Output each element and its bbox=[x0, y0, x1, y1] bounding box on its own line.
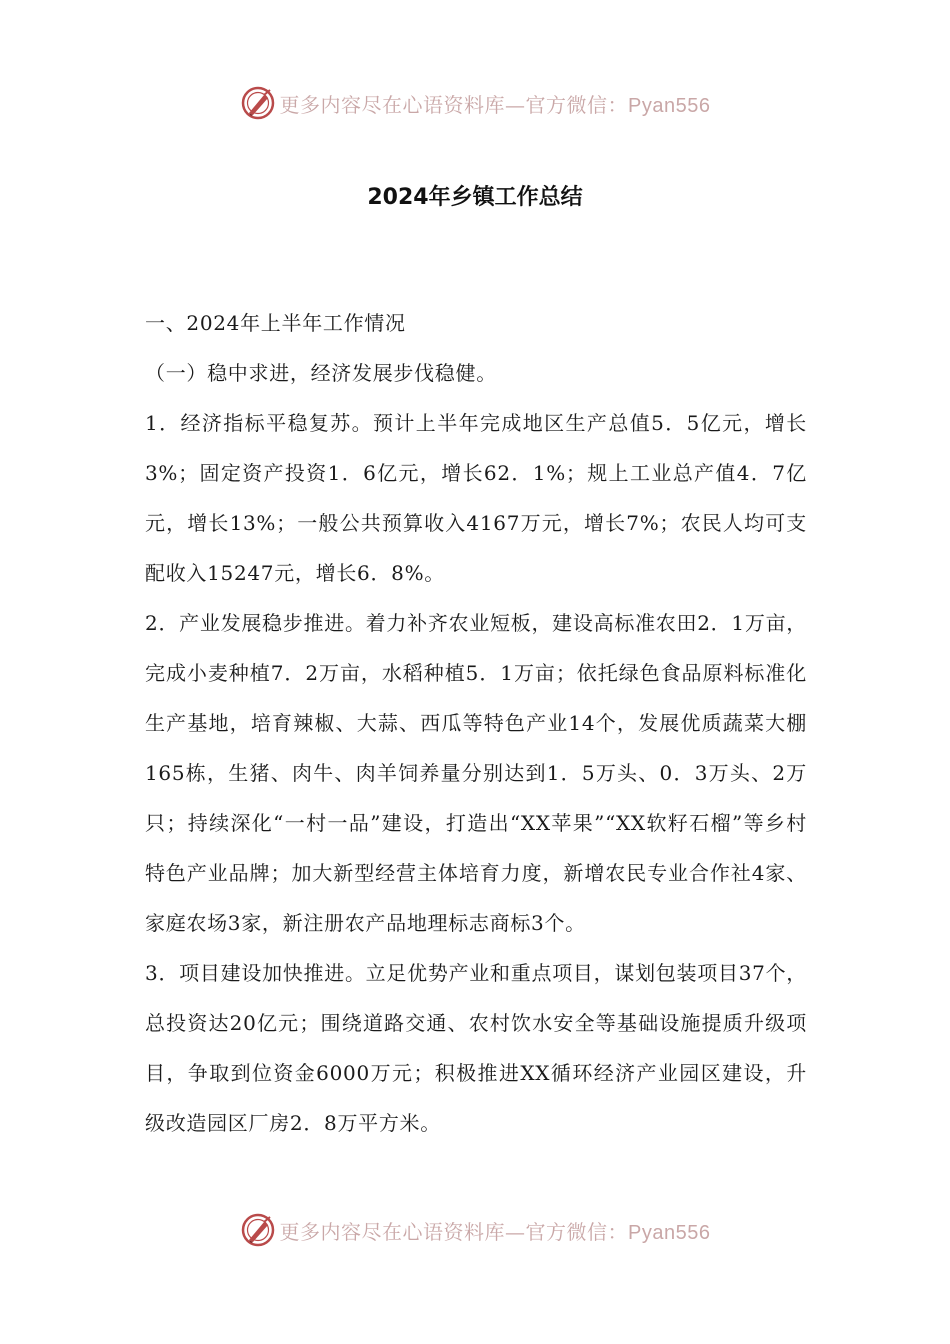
watermark-banner-bottom bbox=[0, 1210, 950, 1250]
subsection-heading: （一）稳中求进，经济发展步伐稳健。 bbox=[145, 361, 497, 385]
watermark-text: 更多内容尽在心语资料库—官方微信：Pyan556 bbox=[279, 92, 711, 117]
paragraph-economic-indicators: 1．经济指标平稳复苏。预计上半年完成地区生产总值5．5亿元，增长3%；固定资产投资1．6亿元，增长62．1%；规上工业总产值4．7亿元，增长13%；一般公共预算收入4167万元，增长7%；农民人均可支配收入15247元，增长6．8%。 bbox=[145, 411, 807, 585]
paragraph-industry-development: 2．产业发展稳步推进。着力补齐农业短板，建设高标准农田2．1万亩，完成小麦种植7．2万亩，水稻种植5．1万亩；依托绿色食品原料标准化生产基地，培育辣椒、大蒜、西瓜等特色产业14个，发展优质蔬菜大棚165栋，生猪、肉牛、肉羊饲养量分别达到1．5万头、0．3万头、2万只；持续深化“一村一品”建设，打造出“XX苹果”“XX软籽石榴”等乡村特色产业品牌；加大新型经营主体培育力度，新增农民专业合作社4家、家庭农场3家，新注册农产品地理标志商标3个。 bbox=[145, 611, 807, 935]
watermark-handle: Pyan556 bbox=[628, 94, 711, 117]
pen-nib-logo-icon bbox=[240, 1212, 276, 1248]
watermark-handle: Pyan556 bbox=[628, 1221, 711, 1244]
watermark-banner-top bbox=[0, 83, 950, 123]
watermark-text: 更多内容尽在心语资料库—官方微信：Pyan556 bbox=[279, 1219, 711, 1244]
document-title: 2024年乡镇工作总结 bbox=[367, 185, 583, 210]
paragraph-project-construction: 3．项目建设加快推进。立足优势产业和重点项目，谋划包装项目37个，总投资达20亿元；围绕道路交通、农村饮水安全等基础设施提质升级项目，争取到位资金6000万元；积极推进XX循环经济产业园区建设，升级改造园区厂房2．8万平方米。 bbox=[145, 961, 807, 1135]
section-heading: 一、2024年上半年工作情况 bbox=[145, 311, 406, 335]
document-body bbox=[145, 298, 807, 1148]
pen-nib-logo-icon bbox=[240, 85, 276, 121]
